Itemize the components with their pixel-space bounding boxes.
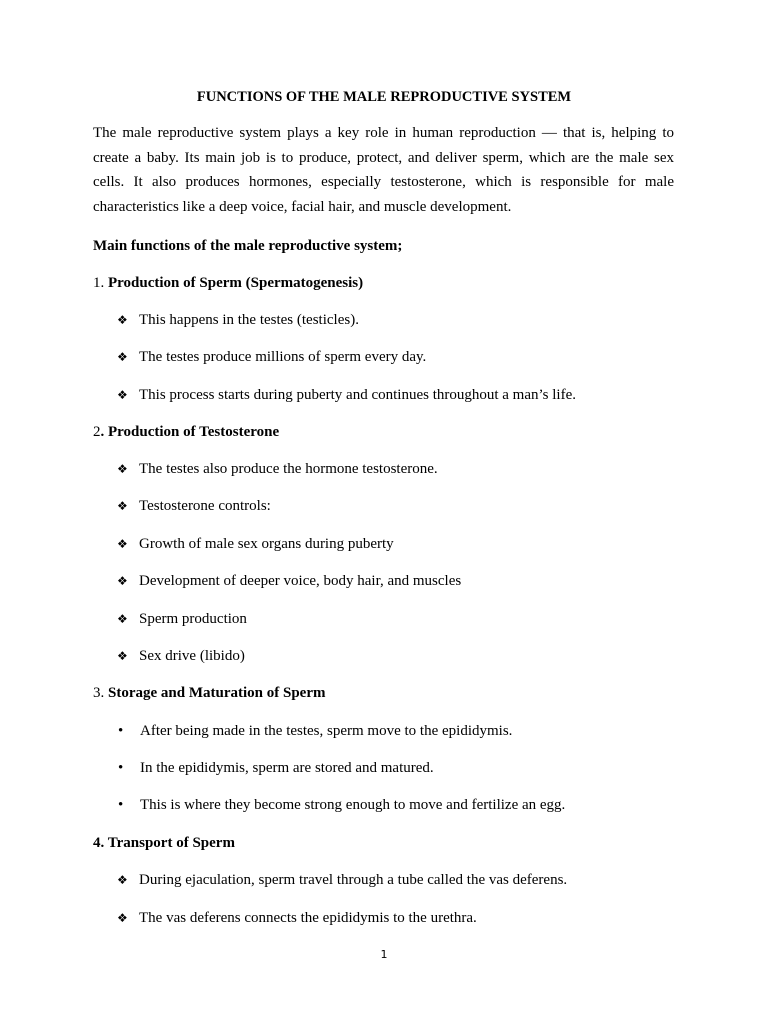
dot-bullet-icon: • bbox=[118, 797, 124, 813]
diamond-bullet-icon: ❖ bbox=[117, 388, 128, 402]
list-item: ❖ Development of deeper voice, body hair, and muscles bbox=[117, 573, 462, 589]
section-title: Production of Sperm (Spermatogenesis) bbox=[108, 275, 364, 291]
list-item: ❖ Sex drive (libido) bbox=[117, 648, 245, 664]
diamond-bullet-icon: ❖ bbox=[117, 649, 128, 663]
list-item: ❖ Testosterone controls: bbox=[117, 498, 271, 514]
section-number: 3. bbox=[93, 685, 108, 701]
diamond-bullet-icon: ❖ bbox=[117, 499, 128, 513]
main-functions-heading: Main functions of the male reproductive system; bbox=[93, 238, 403, 254]
diamond-bullet-icon: ❖ bbox=[117, 873, 128, 887]
diamond-bullet-icon: ❖ bbox=[117, 612, 128, 626]
list-item: ❖ During ejaculation, sperm travel through a tube called the vas deferens. bbox=[117, 872, 568, 888]
section-heading bbox=[93, 274, 363, 292]
diamond-bullet-icon: ❖ bbox=[117, 574, 128, 588]
diamond-bullet-icon: ❖ bbox=[117, 350, 128, 364]
section-title: . Production of Testosterone bbox=[100, 424, 280, 440]
list-item: ❖ Sperm production bbox=[117, 611, 247, 627]
page-number: 1 bbox=[380, 948, 388, 961]
section-number: 1. bbox=[93, 275, 108, 291]
section-heading bbox=[93, 423, 279, 441]
diamond-bullet-icon: ❖ bbox=[117, 462, 128, 476]
list-item: ❖ This process starts during puberty and continues throughout a man’s life. bbox=[117, 387, 576, 403]
section-title: Storage and Maturation of Sperm bbox=[108, 685, 326, 701]
list-item: • In the epididymis, sperm are stored and matured. bbox=[118, 760, 434, 776]
section-heading bbox=[93, 834, 235, 852]
list-item: ❖ The vas deferens connects the epididymis to the urethra. bbox=[117, 910, 477, 926]
section-heading bbox=[93, 684, 326, 702]
diamond-bullet-icon: ❖ bbox=[117, 911, 128, 925]
dot-bullet-icon: • bbox=[118, 760, 124, 776]
list-item: ❖ This happens in the testes (testicles). bbox=[117, 312, 359, 328]
section-title: 4. Transport of Sperm bbox=[93, 835, 235, 851]
section-number: 2 bbox=[93, 424, 101, 440]
diamond-bullet-icon: ❖ bbox=[117, 537, 128, 551]
diamond-bullet-icon: ❖ bbox=[117, 313, 128, 327]
list-item: • This is where they become strong enough to move and fertilize an egg. bbox=[118, 797, 566, 813]
list-item: ❖ Growth of male sex organs during puberty bbox=[117, 536, 394, 552]
list-item: ❖ The testes produce millions of sperm every day. bbox=[117, 349, 427, 365]
intro-paragraph: The male reproductive system plays a key role in human reproduction — that is, helping to create a baby. Its main job is to produce, protect, and deliver sperm, which are the male sex cells. It also produces hormones, especially testosterone, which is responsible for male characteristics like a deep voice, facial hair, and muscle development. bbox=[93, 125, 674, 215]
dot-bullet-icon: • bbox=[118, 723, 124, 739]
document-title: FUNCTIONS OF THE MALE REPRODUCTIVE SYSTEM bbox=[196, 89, 572, 105]
list-item: ❖ The testes also produce the hormone testosterone. bbox=[117, 461, 438, 477]
list-item: • After being made in the testes, sperm move to the epididymis. bbox=[118, 723, 513, 739]
